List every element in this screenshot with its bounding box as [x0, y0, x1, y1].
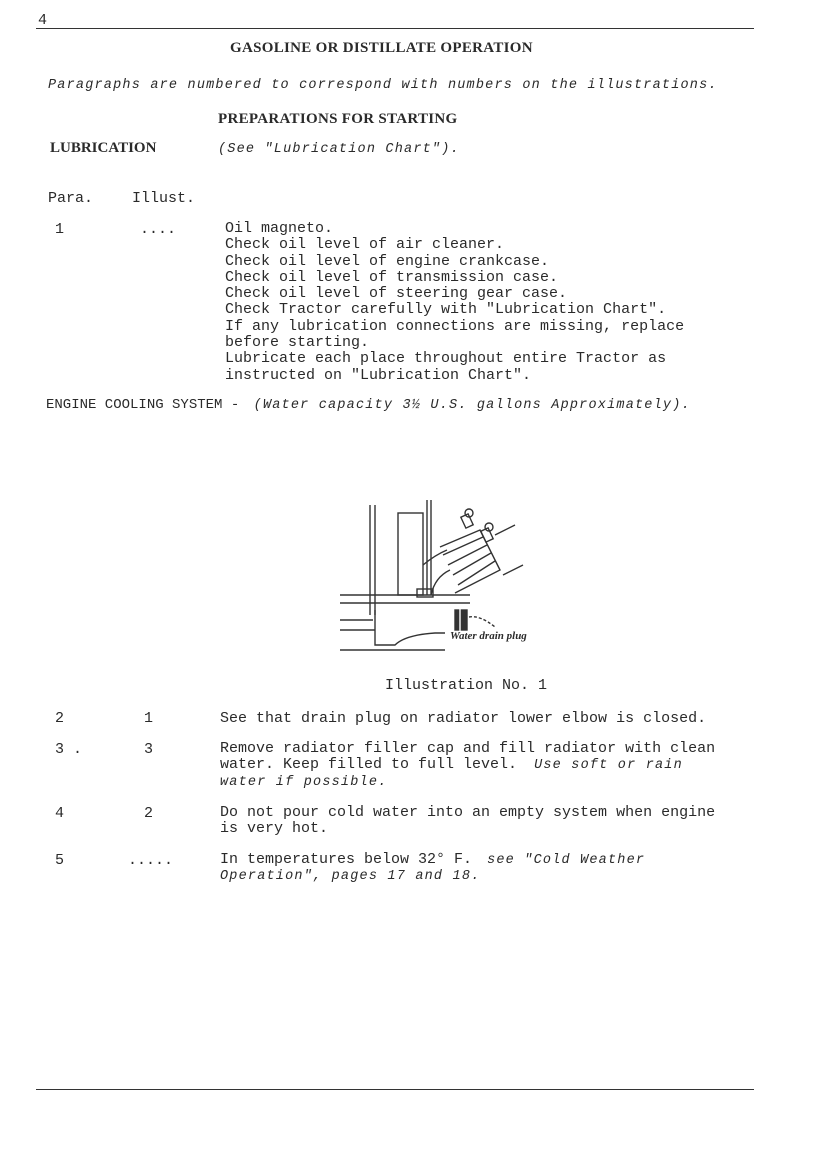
- instruction-line: before starting.: [225, 334, 370, 352]
- illustration-caption: Illustration No. 1: [385, 677, 548, 694]
- column-header-para: Para.: [48, 190, 94, 207]
- illustration-label: Water drain plug: [450, 630, 527, 642]
- page-number: 4: [38, 12, 48, 29]
- step-line: [220, 852, 645, 869]
- cooling-heading-text: ENGINE COOLING SYSTEM -: [46, 397, 240, 413]
- instruction-line: Check oil level of engine crankcase.: [225, 252, 550, 270]
- step-line-italic: Operation", pages 17 and 18.: [220, 869, 481, 885]
- cooling-heading: [46, 397, 691, 413]
- instruction-line: Check oil level of air cleaner.: [225, 236, 505, 254]
- step-line-italic: water if possible.: [220, 774, 388, 790]
- instruction-line: instructed on "Lubrication Chart".: [225, 366, 532, 384]
- step-line-italic: Use soft or rain: [534, 758, 683, 774]
- step-para-number: 2: [55, 710, 65, 727]
- lubrication-instructions: [225, 221, 684, 384]
- step-text: See that drain plug on radiator lower elbow is closed.: [220, 710, 707, 727]
- step-text: [220, 852, 645, 886]
- step-para-number: 3 .: [55, 741, 83, 758]
- footer-rule: [36, 1089, 754, 1090]
- cooling-capacity: (Water capacity 3½ U.S. gallons Approximately).: [253, 398, 691, 413]
- instruction-line: If any lubrication connections are missing, replace: [225, 317, 685, 335]
- step-line-text: In temperatures below 32° F.: [220, 851, 473, 868]
- instruction-line: Check oil level of transmission case.: [225, 268, 559, 286]
- step-illust-ref: .....: [128, 852, 174, 869]
- step-line-text: water. Keep filled to full level.: [220, 756, 518, 774]
- lubrication-illust-ref: ....: [140, 221, 177, 238]
- lubrication-heading: LUBRICATION: [50, 140, 157, 156]
- step-illust-ref: 2: [144, 805, 154, 822]
- section-subtitle: PREPARATIONS FOR STARTING: [218, 111, 458, 127]
- page-title: GASOLINE OR DISTILLATE OPERATION: [230, 40, 533, 56]
- lubrication-para-number: 1: [55, 221, 65, 238]
- instruction-line: Oil magneto.: [225, 220, 334, 237]
- step-text: [220, 805, 715, 838]
- step-illust-ref: 1: [144, 710, 154, 727]
- header-rule: [36, 28, 754, 29]
- step-line: Remove radiator filler cap and fill radiator with clean: [220, 740, 716, 757]
- step-illust-ref: 3: [144, 741, 154, 758]
- step-line: Do not pour cold water into an empty system when engine: [220, 804, 716, 821]
- step-line: is very hot.: [220, 820, 329, 838]
- lubrication-reference: (See "Lubrication Chart").: [218, 142, 460, 157]
- instruction-line: Lubricate each place throughout entire Tractor as: [225, 350, 667, 368]
- column-header-illust: Illust.: [132, 190, 196, 207]
- instruction-line: Check oil level of steering gear case.: [225, 285, 568, 303]
- step-para-number: 4: [55, 805, 65, 822]
- instruction-line: Check Tractor carefully with "Lubrication Chart".: [225, 301, 667, 319]
- step-line: [220, 757, 715, 774]
- step-para-number: 5: [55, 852, 65, 869]
- step-text: [220, 741, 715, 791]
- step-line-italic: see "Cold Weather: [487, 853, 646, 868]
- intro-text: Paragraphs are numbered to correspond with numbers on the illustrations.: [48, 78, 718, 93]
